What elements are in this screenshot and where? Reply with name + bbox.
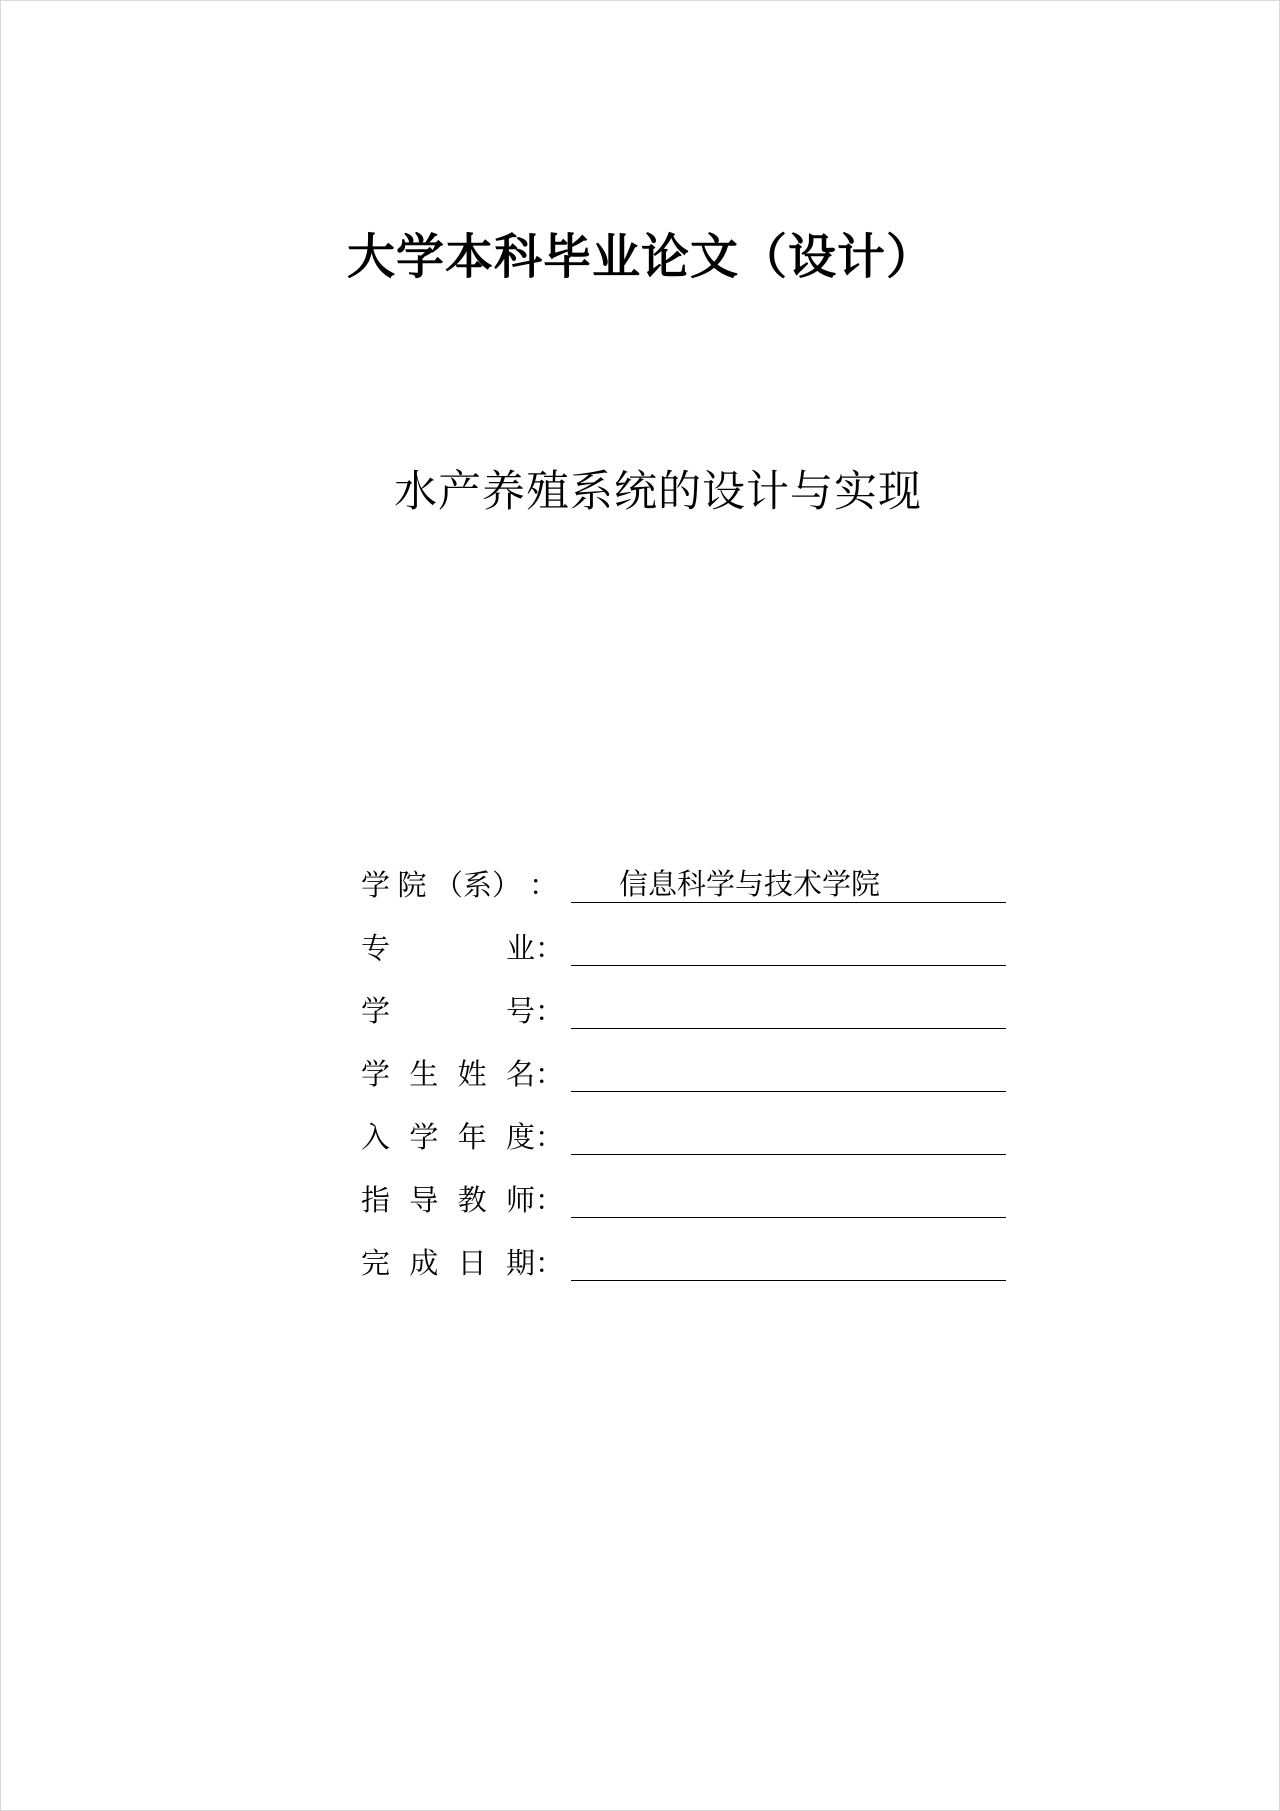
label-char: 业 (505, 930, 535, 965)
info-label (361, 1115, 535, 1155)
label-char: 学 (361, 993, 391, 1028)
info-label (361, 863, 521, 903)
label-char: 生 (409, 1056, 439, 1091)
label-char: 教 (457, 1182, 487, 1217)
student-name-field[interactable] (571, 1052, 1006, 1092)
label-char: 指 (361, 1182, 391, 1217)
info-row-major (361, 926, 1006, 989)
advisor-field[interactable] (571, 1178, 1006, 1218)
college-field[interactable]: 信息科学与技术学院 (571, 863, 1006, 903)
info-table (361, 863, 1006, 1304)
info-label (361, 989, 535, 1029)
label-colon: ： (535, 1119, 565, 1154)
label-char: 入 (361, 1119, 391, 1154)
label-char: 号 (505, 993, 535, 1028)
label-colon: ： (535, 1056, 565, 1091)
label-char: 完 (361, 1245, 391, 1280)
label-colon: ： (535, 1182, 565, 1217)
info-label (361, 1052, 535, 1092)
enrollment-year-field[interactable] (571, 1115, 1006, 1155)
document-heading: 大学本科毕业论文（设计） (346, 229, 935, 285)
info-label (361, 1241, 535, 1281)
label-char: 成 (409, 1245, 439, 1280)
thesis-title: 水产养殖系统的设计与实现 (394, 467, 922, 517)
label-char: 师 (505, 1182, 535, 1217)
label-char: 专 (361, 930, 391, 965)
major-field[interactable] (571, 926, 1006, 966)
label-char: 名 (505, 1056, 535, 1091)
completion-date-field[interactable] (571, 1241, 1006, 1281)
info-row-advisor (361, 1178, 1006, 1241)
info-label (361, 926, 535, 966)
label-char: 日 (457, 1245, 487, 1280)
label-colon: ： (535, 1245, 565, 1280)
label-char: 学 (409, 1119, 439, 1154)
label-colon: ： (529, 867, 559, 902)
info-row-student-id (361, 989, 1006, 1052)
label-colon: ： (535, 930, 565, 965)
label-char: 度 (505, 1119, 535, 1154)
info-row-completion-date (361, 1241, 1006, 1304)
student-id-field[interactable] (571, 989, 1006, 1029)
label-char: 导 (409, 1182, 439, 1217)
info-row-college (361, 863, 1006, 926)
label-char: （系） (433, 867, 521, 902)
label-char: 年 (457, 1119, 487, 1154)
info-row-student-name (361, 1052, 1006, 1115)
label-char: 姓 (457, 1056, 487, 1091)
label-char: 学 (361, 1056, 391, 1091)
info-row-enrollment-year (361, 1115, 1006, 1178)
label-char: 院 (397, 867, 427, 902)
label-colon: ： (535, 993, 565, 1028)
label-char: 期 (505, 1245, 535, 1280)
info-label (361, 1178, 535, 1218)
label-char: 学 (361, 867, 391, 902)
